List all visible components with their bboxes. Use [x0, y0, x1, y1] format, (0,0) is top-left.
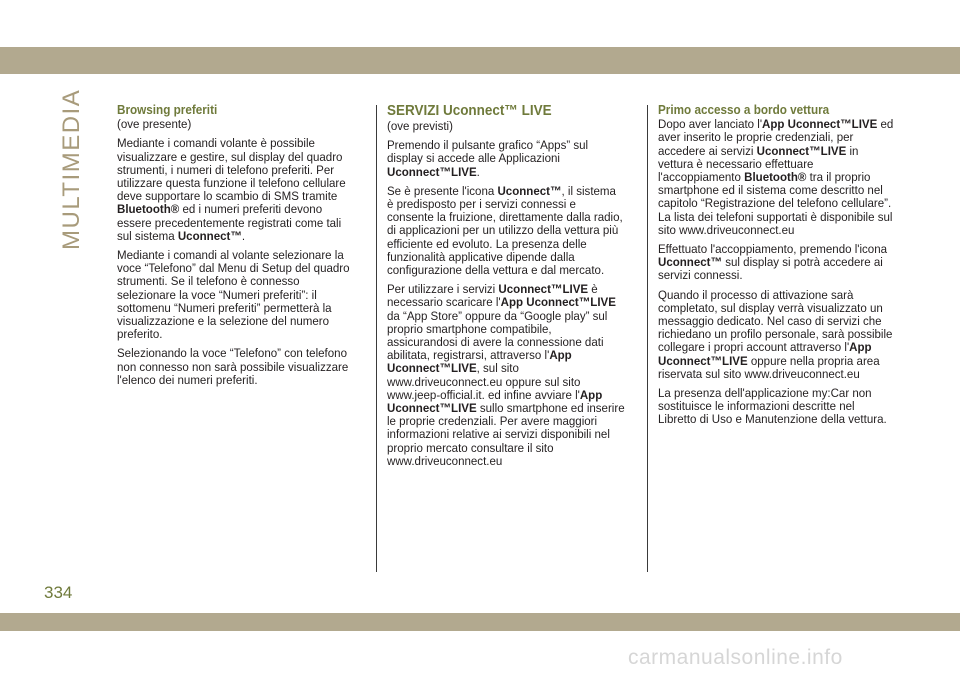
- column-primo-accesso: [658, 104, 896, 433]
- heading-primo-accesso: Primo accesso a bordo vettura: [658, 103, 830, 117]
- footer-band: [0, 613, 960, 631]
- paragraph: Se è presente l'icona Uconnect™, il sistema è predisposto per i servizi connessi e consente la fruizione, direttamente dalla radio, di applicazioni per un utilizzo della vettura più efficiente ed evoluto. La presenza delle funzionalità applicative dipende dalla configurazione della vettura e dal mercato.: [387, 183, 623, 278]
- column-browsing-preferiti: [117, 104, 355, 393]
- header-band: [0, 47, 960, 74]
- paragraph: La presenza dell'applicazione my:Car non sostituisce le informazioni descritte nel Libretto di Uso e Manutenzione della vettura.: [658, 386, 887, 427]
- watermark: carmanualsonline.info: [628, 646, 843, 669]
- page-number: 334: [44, 583, 73, 602]
- paragraph: Dopo aver lanciato l'App Uconnect™LIVE ed aver inserito le proprie credenziali, per accedere ai servizi Uconnect™LIVE in vettura è necessario effettuare l'accoppiamento Bluetooth® tra il proprio smartphone ed il sistema come descritto nel capitolo “Registrazione del telefono cellulare”. La lista dei telefoni supportati è disponibile sul sito www.driveuconnect.eu: [658, 117, 894, 237]
- paragraph: Effettuato l'accoppiamento, premendo l'icona Uconnect™ sul display si potrà accedere ai servizi connessi.: [658, 242, 888, 283]
- paragraph: Selezionando la voce “Telefono” con telefono non connesso non sarà possibile visualizzare l'elenco dei numeri preferiti.: [117, 346, 349, 387]
- paragraph: Mediante i comandi al volante selezionare la voce “Telefono” dal Menu di Setup del quadro strumenti. Se il telefono è connesso selezionare la voce “Numeri preferiti”: il sottomenu “Numeri preferiti” permetterà la visualizzazione e la selezione del numero preferito.: [117, 248, 350, 342]
- column-divider: [376, 105, 377, 572]
- paragraph: Quando il processo di attivazione sarà completato, sul display verrà visualizzato un messaggio dedicato. Nel caso di servizi che richiedano un profilo personale, sarà possibile collegare i propri account attraverso l'App Uconnect™LIVE oppure nella propria area riservata sul sito www.driveuconnect.eu: [658, 287, 893, 381]
- column-divider: [647, 105, 648, 572]
- heading-browsing-preferiti: Browsing preferiti: [117, 103, 218, 117]
- paragraph: Mediante i comandi volante è possibile visualizzare e gestire, sul display del quadro strumenti, i numeri di telefono preferiti. Per utilizzare questa funzione il telefono cellulare deve supportare lo scambio di SMS tramite Bluetooth® ed i numeri preferiti devono essere precedentemente registrati come tali sul sistema Uconnect™.: [117, 136, 346, 243]
- paragraph: Per utilizzare i servizi Uconnect™LIVE è necessario scaricare l'App Uconnect™LIVE da “App Store” oppure da “Google play” sul proprio smartphone compatibile, assicurandosi di avere la connessione dati abilitata, registrarsi, attraverso l'App Uconnect™LIVE, sul sito www.driveuconnect.eu oppure sul sito www.jeep-official.it. ed infine avviare l'App Uconnect™LIVE sullo smartphone ed inserire le proprie credenziali. Per avere maggiori informazioni relative ai servizi disponibili nel proprio mercato consultare il sito www.driveuconnect.eu: [387, 282, 625, 468]
- paragraph: Premendo il pulsante grafico “Apps” sul display si accede alle Applicazioni Uconnect™LIVE.: [387, 138, 589, 179]
- section-side-label: MULTIMEDIA: [58, 88, 85, 250]
- note-ove-presente: (ove presente): [117, 117, 192, 132]
- note-ove-previsti: (ove previsti): [387, 119, 453, 133]
- heading-servizi-uconnect-live: SERVIZI Uconnect™ LIVE: [387, 103, 552, 119]
- column-servizi-uconnect: [387, 104, 625, 474]
